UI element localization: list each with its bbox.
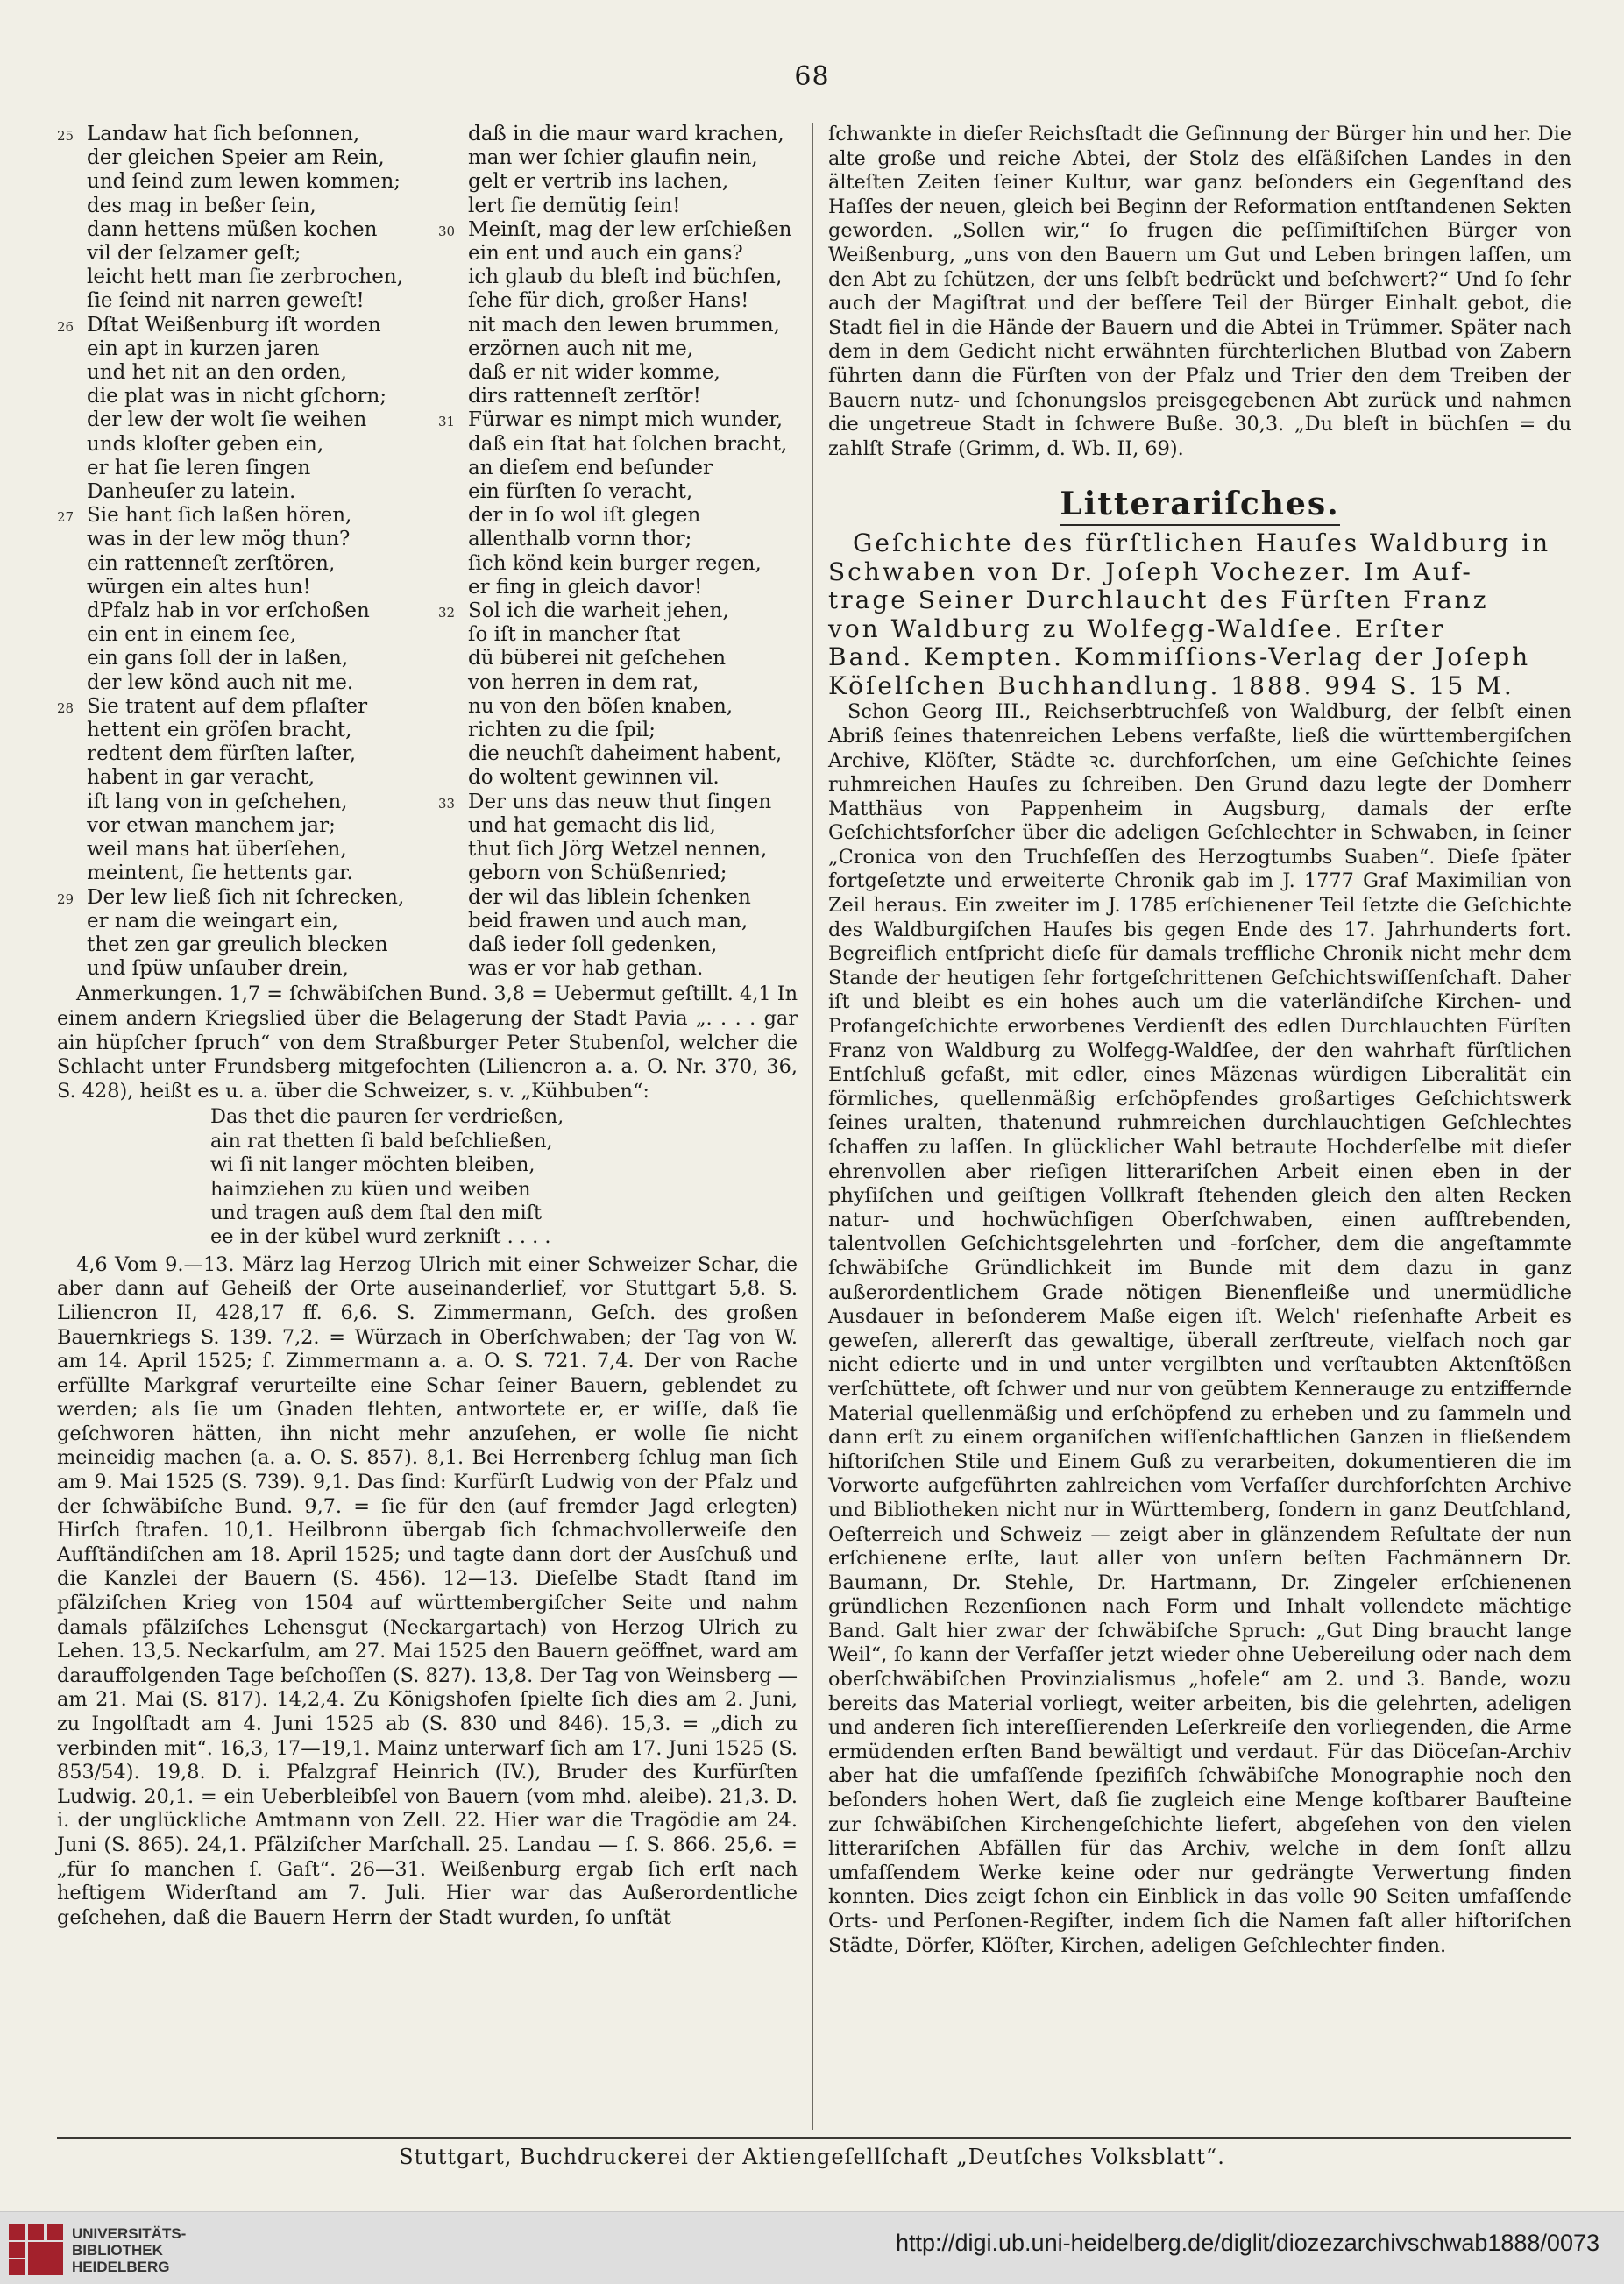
verse-line: von herren in dem rat, <box>468 670 699 694</box>
verse-line: Fürwar es nimpt mich wunder, <box>468 408 784 432</box>
library-name-line: HEIDELBERG <box>72 2258 170 2275</box>
verse-line: vil der ſelzamer geſt; <box>87 242 301 266</box>
verse-line: und ſeind zum lewen kommen; <box>87 170 401 194</box>
verse-line: ich glaub du bleſt ind büchſen, <box>468 266 783 289</box>
stanza-number: 30 <box>438 223 456 239</box>
verse-line: der in ſo wol iſt glegen <box>468 504 701 528</box>
verse-line: die plat was in nicht gſchorn; <box>87 385 387 408</box>
column-divider <box>812 123 813 2130</box>
verse-line: Danheuſer zu latein. <box>87 480 296 504</box>
verse-line: iſt lang von in geſchehen, <box>87 790 348 813</box>
verse-line: leicht hett man ſie zerbrochen, <box>87 266 403 289</box>
verse-line: ein gans ſoll der in laßen, <box>87 647 349 670</box>
verse-line: nit mach den lewen brummen, <box>468 313 780 337</box>
stanza-number: 29 <box>57 890 74 907</box>
verse-line: und ſpüw unſauber drein, <box>87 957 349 981</box>
cited-verse-line: ain rat thetten ſi bald beſchließen, <box>210 1129 553 1153</box>
stanza <box>57 695 416 886</box>
verse-line: Landaw hat ſich beſonnen, <box>87 123 360 145</box>
stanza-number: 28 <box>57 699 74 716</box>
verse-line: ein apt in kurzen jaren <box>87 337 320 360</box>
stanza-number: 26 <box>57 318 74 335</box>
viewer-footer <box>0 2211 1624 2284</box>
verse-column-right <box>438 123 798 981</box>
verse-line: unds kloſter geben ein, <box>87 432 324 456</box>
cited-verse-line: und tragen auß dem ſtal den miſt <box>210 1201 542 1224</box>
library-name <box>72 2225 186 2275</box>
review-title-line: Köſelſchen Buchhandlung. 1888. 994 S. 15 M. <box>828 670 1514 700</box>
review-title-line: Schwaben von Dr. Joſeph Vochezer. Im Auf- <box>828 557 1473 586</box>
review-body: Schon Georg III., Reichserbtruchſeß von Waldburg, der ſelbſt einen Abriß ſeines thatenreichen Lebens verfaßte, ließ die württembergiſchen Archive, Klöſter, Städte ꝛc. durchforſchen, um eine Geſchichte ſeines ruhmreichen Hauſes zu ſchreiben. Den Grund dazu legte der Domherr Matthäus von Pappenheim in Augsburg, damals der erſte Geſchichtsforſcher über die adeligen Geſchlechter in Schwaben, in ſeiner „Cronica von den Truchſeſſen des Herzogtumbs Suaben“. Dieſe ſpäter fortgeſetzte und erweiterte Chronik gab im J. 1777 Graf Maximilian von Zeil heraus. Ein zweiter im J. 1785 erſchienener Teil ſetzte die Geſchichte des Waldburgiſchen Hauſes bis gegen Ende des 17. Jahrhunderts fort. Begreiflich entſpricht dieſe für damals treffliche Chronik nicht mehr dem Stande der heutigen ſehr fortgeſchrittenen Geſchichtswiſſenſchaft. Daher iſt und bleibt es ein hohes auch um die vaterländiſche Kirchen- und Profangeſchichte erworbenes Verdienſt des edlen Durchlauchten Fürſten Franz von Waldburg zu Wolfegg-Waldſee, der den wahrhaft fürſtlichen Entſchluß gefaßt, mit edler, eines Mäzenas würdigen Liberalität ein förmliches, quellenmäßig erſchöpfendes großartiges Geſchichtswerk ſeines uralten, thatenund ruhmreichen durchlauchtigen Geſchlechtes ſchaffen zu laſſen. In glücklicher Wahl betraute Hochderſelbe mit dieſer ehrenvollen aber rieſigen litterariſchen Arbeit einen eben in der phyſiſchen und geiſtigen Vollkraft ſtehenden gleich den alten Recken natur- und hochwüchſigen Oberſchwaben, einen aufſtrebenden, talentvollen Geſchichtsgelehrten und -forſcher, dem die angeſtammte ſchwäbiſche Gründlichkeit im Bunde mit dem dazu in ganz außerordentlichem Grade nötigen Bienenfleiße und unermüdliche Ausdauer in beſonderem Maße eigen iſt. Welch' rieſenhafte Arbeit es geweſen, allererſt das gewaltige, überall zerſtreute, vielfach noch gar nicht edierte und in und unter vergilbten und verſtaubten Aktenſtößen verſchüttete, oft ſchwer und nur von geübtem Kennerauge zu entziffernde Material quellenmäßig und erſchöpfend zu erheben und zu ſammeln und dann erſt zu einem organiſchen wiſſenſchaftlichen Ganzen in fließendem hiſtoriſchen Stile und Einem Guß zu verarbeiten, dokumentieren die im Vorworte aufgeführten zahlreichen vom Verfaſſer durchforſchten Archive und Bibliotheken nicht nur in Württemberg, ſondern in ganz Deutſchland, Oeſterreich und Schweiz — zeigt aber in glänzendem Reſultate der nun erſchienene erſte, laut aller von unſern beſten Fachmännern Dr. Baumann, Dr. Stehle, Dr. Hartmann, Dr. Zingeler erſchienenen gründlichen Rezenſionen nach Form und Inhalt vollendete mächtige Band. Galt hier zwar der ſchwäbiſche Spruch: „Gut Ding braucht lange Weil“, ſo kann der Verfaſſer jetzt wieder ohne Uebereilung oder nach dem oberſchwäbiſchen Provinzialismus „hofele“ am 2. und 3. Bande, wozu bereits das Material vorliegt, weiter arbeiten, bis die gelehrten, adeligen und anderen ſich intereſſierenden Leſerkreiſe den vorliegenden, die Arme ermüdenden erſten Band bewältigt und verdaut. Für das Diöceſan-Archiv aber hat die umfaſſende ſpezifiſch ſchwäbiſche Monographie noch den beſonders hohen Wert, daß ſie zugleich eine Menge koſtbarer Bauſteine zur ſchwäbiſchen Kirchengeſchichte liefert, abgeſehen von den vielen litterariſchen Abfällen für das Archiv, welche in dem ſonſt allzu umfaſſendem Werke keine oder nur gedrängte Verwertung finden konnten. Dies zeigt ſchon ein Einblick in das volle 90 Seiten umfaſſende Orts- und Perſonen-Regiſter, indem ſich die Namen faſt aller hiſtoriſchen Städte, Dörfer, Klöſter, Kirchen, adeligen Geſchlechter finden. <box>828 700 1571 1957</box>
verse-line: und het nit an den orden, <box>87 361 347 385</box>
notes-paragraph-intro: Anmerkungen. 1,7 = ſchwäbiſchen Bund. 3,8 = Uebermut geſtillt. 4,1 In einem andern Kriegslied über die Belagerung der Stadt Pavia „. . . . gar ain hüpſcher ſpruch“ von dem Straßburger Peter Stubenſol, welcher die Schlacht unter Frundsberg mitgefochten (Liliencron a. a. O. Nr. 370, 36, S. 428), heißt es u. a. über die Schweizer, s. v. „Kühbuben“: <box>57 982 798 1103</box>
cited-verse-line: haimziehen zu küen und weiben <box>210 1177 531 1201</box>
verse-line: Sie tratent auf dem pflaſter <box>87 694 368 718</box>
verse-line: was in der lew mög thun? <box>87 528 351 551</box>
right-column <box>828 123 1571 1958</box>
verse-line: ein ent in einem ſee, <box>87 623 297 647</box>
notes-continuation: ſchwankte in dieſer Reichsſtadt die Geſinnung der Bürger hin und her. Die alte große und reiche Abtei, der Stolz des elſäßiſchen Landes in den älteſten Zeiten ſeiner Kultur, war ganz beſonders ein Gegenſtand des Haſſes der neuen, gleich bei Beginn der Reformation entſtandenen Sekten geworden. „Sollen wir,“ ſo frugen die peſſimiſtiſchen Bürger von Weißenburg, „uns von den Bauern um Gut und Leben bringen laſſen, um den Abt zu ſchützen, der uns ſelbſt bedrückt und beſchwert?“ Und ſo ſehr auch der Magiſtrat und der beſſere Teil der Bürger Einhalt gebot, die Stadt fiel in die Hände der Bauern und die Abtei in Trümmer. Später nach dem in dem Gedicht nicht erwähnten fürchterlichen Blutbad von Zabern führten dann die Fürſten von der Pfalz und Trier den dem Treiben der Bauern nutz- und ſchonungslos preisgegebenen Abt zurück und nahmen die ungetreue Stadt in ſchwere Buße. 30,3. „Du bleſt in büchſen = du zahlſt Strafe (Grimm, d. Wb. II, 69). <box>828 123 1571 460</box>
stanza <box>57 314 416 505</box>
verse-line: hettent ein gröſen bracht, <box>87 719 352 742</box>
verse-line: die neuchſt daheiment habent, <box>468 742 783 766</box>
verse-line: man wer ſchier glaufin nein, <box>468 146 758 170</box>
printer-imprint: Stuttgart, Buchdruckerei der Aktiengeſellſchaft „Deutſches Volksblatt“. <box>399 2145 1225 2169</box>
verse-line: ſie ſeind nit narren geweſt! <box>87 289 365 313</box>
verse-line: daß ieder ſoll gedenken, <box>468 933 718 956</box>
bottom-rule <box>57 2137 1571 2139</box>
verse-line: ſich könd kein burger regen, <box>468 551 762 575</box>
stanza <box>57 123 416 314</box>
verse-line: vor etwan manchem jar; <box>87 813 336 837</box>
verse-line: lert ſie demütig ſein! <box>468 194 681 217</box>
verse-line: Sie hant ſich laßen hören, <box>87 504 352 528</box>
stanza-number: 25 <box>57 128 74 144</box>
verse-line: daß in die maur ward krachen, <box>468 123 784 145</box>
verse-line: er fing in gleich davor! <box>468 575 703 599</box>
cited-verse-line: ee in der kübel wurd zerkniſt . . . . <box>210 1225 551 1249</box>
source-url-link[interactable]: http://digi.ub.uni-heidelberg.de/diglit/diozezarchivschwab1888/0073 <box>895 2230 1599 2256</box>
stanza-number: 31 <box>438 414 456 430</box>
review-title-line: Geſchichte des fürſtlichen Hauſes Waldburg in <box>853 528 1551 558</box>
verse-line: ein ent und auch ein gans? <box>468 242 743 266</box>
verse-line: der wil das liblein ſchenken <box>468 885 751 909</box>
cited-verse-line: Das thet die pauren ſer verdrießen, <box>210 1105 564 1129</box>
stanza <box>57 886 416 982</box>
stanza <box>57 504 416 695</box>
stanza-number: 32 <box>438 605 456 621</box>
stanza <box>438 218 798 409</box>
page-number: 68 <box>794 61 830 92</box>
notes-paragraph-main: 4,6 Vom 9.—13. März lag Herzog Ulrich mit einer Schweizer Schar, die aber dann auf Geheiß der Orte auseinanderlief, vor Stuttgart 5,8. S. Liliencron II, 428,17 ff. 6,6. S. Zimmermann, Geſch. des großen Bauernkriegs S. 139. 7,2. = Würzach in Oberſchwaben; der Tag von W. am 14. April 1525; ſ. Zimmermann a. a. O. S. 721. 7,4. Der von Rache erfüllte Markgraf verurteilte eine Schar ſeiner Bauern, geblendet zu werden; als ſie um Gnaden flehten, antwortete er, er wiſſe, daß ſie geſchworen hätten, ihn nicht mehr anzuſehen, er wolle ſie nicht meineidig machen (a. a. O. S. 857). 8,1. Bei Herrenberg ſchlug man ſich am 9. Mai 1525 (S. 739). 9,1. Das ſind: Kurfürſt Ludwig von der Pfalz und der ſchwäbiſche Bund. 9,7. = ſie für den (auf fremder Jagd erlegten) Hirſch ſtrafen. 10,1. Heilbronn übergab ſich ſchmachvollerweiſe den Aufſtändiſchen am 18. April 1525; und tagte dann dort der Ausſchuß und die Kanzlei der Bauern (S. 456). 12—13. Dieſelbe Stadt ſtand im pfälziſchen Krieg von 1504 auf württembergiſcher Seite und nahm damals pfälziſches Lehensgut (Neckargartach) von Herzog Ulrich zu Lehen. 13,5. Neckarſulm, am 27. Mai 1525 den Bauern geöffnet, ward am darauffolgenden Tage beſchoſſen (S. 827). 13,8. Der Tag von Weinsberg — am 21. Mai (S. 817). 14,2,4. Zu Königshofen ſpielte ſich dies am 2. Juni, zu Ingolſtadt am 4. Juni 1525 ab (S. 830 und 846). 15,3. = „dich zu verbinden mit“. 16,3, 17—19,1. Mainz unterwarf ſich am 17. Juni 1525 (S. 853/54). 19,8. D. i. Pfalzgraf Heinrich (IV.), Bruder des Kurfürſten Ludwig. 20,1. = ein Ueberbleibſel von Bauern (vom mhd. aleibe). 21,3. D. i. der unglückliche Amtmann von Zell. 22. Hier war die Tragödie am 24. Juni (S. 865). 24,1. Pfälziſcher Marſchall. 25. Landau — ſ. S. 866. 25,6. = „für ſo manchen ſ. Gaſt“. 26—31. Weißenburg ergab ſich erſt nach heftigem Widerſtand am 7. Juli. Hier war das Außerordentliche geſchehen, daß die Bauern Herrn der Stadt wurden, ſo unſtät <box>57 1252 798 1929</box>
stanza <box>438 599 798 791</box>
stanza <box>438 791 798 982</box>
verse-line: Sol ich die warheit jehen, <box>468 599 729 623</box>
library-name-line: BIBLIOTHEK <box>72 2241 163 2259</box>
verse-line: der lew der wolt ſie weihen <box>87 408 367 432</box>
verse-line: dPfalz hab in vor erſchoßen <box>87 599 370 623</box>
verse-line: ein rattenneſt zerſtören, <box>87 551 336 575</box>
verse-line: würgen ein altes hun! <box>87 575 311 599</box>
verse-line: der lew könd auch nit me. <box>87 670 354 694</box>
verse-line: ein fürſten ſo veracht, <box>468 480 693 504</box>
review-title-line: trage Seiner Durchlaucht des Fürſten Franz <box>828 585 1489 615</box>
verse-line: er hat ſie leren ſingen <box>87 456 311 479</box>
stanza <box>438 408 798 599</box>
verse-line: daß er nit wider komme, <box>468 361 720 385</box>
verse-line: thet zen gar greulich blecken <box>87 933 388 956</box>
verse-line: des mag in beßer ſein, <box>87 194 316 217</box>
verse-line: Meinſt, mag der lew erſchießen <box>468 217 792 241</box>
verse-line: dann hettens müßen kochen <box>87 217 378 241</box>
poem-verses <box>57 123 798 981</box>
verse-line: an dieſem end beſunder <box>468 456 713 479</box>
verse-line: habent in gar veracht, <box>87 766 316 790</box>
verse-line: ſo iſt in mancher ſtat <box>468 623 681 647</box>
verse-line: der gleichen Speier am Rein, <box>87 146 385 170</box>
verse-line: weil mans hat überſehen, <box>87 838 347 862</box>
stanza-number: 27 <box>57 509 74 526</box>
library-name-line: UNIVERSITÄTS- <box>72 2224 187 2242</box>
verse-line: do woltent gewinnen vil. <box>468 766 720 790</box>
review-title-line: von Waldburg zu Wolfegg-Waldſee. Erſter <box>828 614 1446 643</box>
review-title-line: Band. Kempten. Kommiſſions-Verlag der Joſeph <box>828 642 1531 672</box>
verse-line: thut ſich Jörg Wetzel nennen, <box>468 838 768 862</box>
verse-line: daß ein ſtat hat ſolchen bracht, <box>468 432 788 456</box>
cited-verse-line: wi ſi nit langer möchten bleiben, <box>210 1153 535 1177</box>
stanza-number <box>438 123 468 218</box>
verse-line: meintent, ſie hettents gar. <box>87 862 353 885</box>
verse-line: erzörnen auch nit me, <box>468 337 694 360</box>
verse-line: Der lew ließ ſich nit ſchrecken, <box>87 885 405 909</box>
verse-line: er nam die weingart ein, <box>87 909 339 933</box>
verse-line: beid frawen und auch man, <box>468 909 748 933</box>
verse-line: ſehe für dich, großer Hans! <box>468 289 749 313</box>
review-book-title <box>828 529 1571 700</box>
verse-line: dü büberei nit geſchehen <box>468 647 727 670</box>
stanza-number: 33 <box>438 795 456 812</box>
verse-column-left <box>57 123 416 981</box>
verse-line: richten zu die ſpil; <box>468 719 656 742</box>
verse-line: was er vor hab gethan. <box>468 957 704 981</box>
verse-line: nu von den böſen knaben, <box>468 694 734 718</box>
section-heading: Litterariſches. <box>1060 486 1339 526</box>
verse-line: gelt er vertrib ins lachen, <box>468 170 729 194</box>
cited-verse <box>57 1105 798 1249</box>
left-column <box>57 123 798 1930</box>
verse-line: allenthalb vornn thor; <box>468 528 692 551</box>
library-mark-icon <box>9 2224 63 2275</box>
stanza <box>438 123 798 218</box>
verse-line: redtent dem fürſten laſter, <box>87 742 357 766</box>
verse-line: Der uns das neuw thut ſingen <box>468 790 772 813</box>
verse-line: geborn von Schüßenried; <box>468 862 727 885</box>
verse-line: Dſtat Weißenburg iſt worden <box>87 313 381 337</box>
verse-line: dirs rattenneſt zerſtör! <box>468 385 701 408</box>
section-heading-wrap <box>828 461 1571 529</box>
library-logo[interactable] <box>9 2224 186 2275</box>
verse-line: und hat gemacht dis lid, <box>468 813 716 837</box>
